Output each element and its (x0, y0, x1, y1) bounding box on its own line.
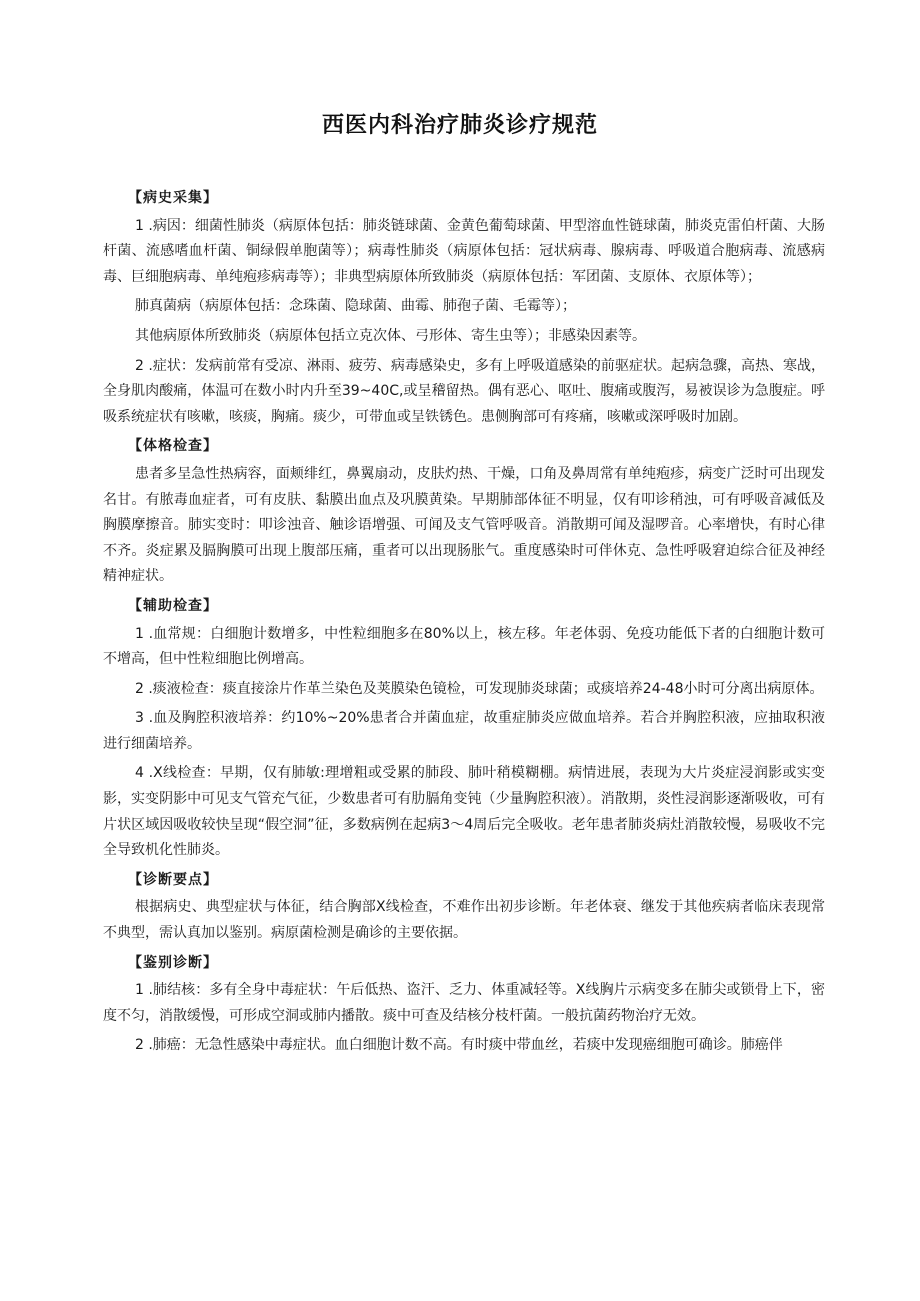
section-diagnosis-points (103, 868, 825, 947)
paragraph: 1 .血常规：白细胞计数增多，中性粒细胞多在80%以上，核左移。年老体弱、免疫功能低下者的白细胞计数可不增高，但中性粒细胞比例增高。 (103, 625, 825, 668)
document-title: 西医内科治疗肺炎诊疗规范 (321, 113, 598, 138)
paragraph: 2 .痰液检查：痰直接涂片作革兰染色及荚膜染色镜检，可发现肺炎球菌；或痰培养24-48小时可分离出病原体。 (135, 680, 824, 697)
section-heading: 【辅助检查】 (128, 597, 218, 614)
paragraph: 2 .症状：发病前常有受凉、淋雨、疲劳、病毒感染史，多有上呼吸道感染的前驱症状。起病急骤，高热、寒战，全身肌肉酸痛，体温可在数小时内升至39~40C,或呈稽留热。偶有恶心、呕吐、腹痛或腹泻，易被误诊为急腹症。呼吸系统症状有咳嗽，咳痰，胸痛。痰少，可带血或呈铁锈色。患侧胸部可有疼痛，咳嗽或深呼吸时加剧。 (103, 357, 825, 425)
section-heading: 【鉴别诊断】 (128, 954, 218, 971)
section-physical-exam (103, 434, 825, 590)
section-heading: 【诊断要点】 (128, 871, 218, 888)
section-auxiliary-exam (103, 594, 825, 864)
paragraph: 其他病原体所致肺炎（病原体包括立克次体、弓形体、寄生虫等）；非感染因素等。 (135, 327, 646, 344)
paragraph: 1 .肺结核：多有全身中毒症状：午后低热、盗汗、乏力、体重减轻等。X线胸片示病变多在肺尖或锁骨上下，密度不匀，消散缓慢，可形成空洞或肺内播散。痰中可查及结核分枝杆菌。一般抗菌药物治疗无效。 (103, 982, 825, 1024)
document-body (103, 182, 825, 1059)
paragraph: 肺真菌病（病原体包括：念珠菌、隐球菌、曲霉、肺孢子菌、毛霉等）； (135, 298, 576, 315)
section-history (103, 186, 825, 430)
paragraph: 3 .血及胸腔积液培养：约10%~20%患者合并菌血症，故重症肺炎应做血培养。若合并胸腔积液，应抽取积液进行细菌培养。 (103, 710, 825, 752)
section-heading: 【体格检查】 (128, 438, 218, 455)
section-heading: 【病史采集】 (128, 190, 218, 206)
paragraph: 4 .X线检查：早期，仅有肺敏:理增粗或受累的肺段、肺叶稍模糊棚。病情进展，表现为大片炎症浸润影或实变影，实变阴影中可见支气管充气征，少数患者可有肋膈角变钝（少量胸腔积液）。消散期，炎性浸润影逐渐吸收，可有片状区域因吸收较快呈现“假空洞”征，多数病例在起病3～4周后完全吸收。老年患者肺炎病灶消散较慢，易吸收不完全导致机化性肺炎。 (103, 765, 825, 859)
paragraph: 2 .肺癌：无急性感染中毒症状。血白细胞计数不高。有时痰中带血丝，若痰中发现癌细胞可确诊。肺癌伴 (135, 1037, 783, 1054)
paragraph: 1 .病因：细菌性肺炎（病原体包括：肺炎链球菌、金黄色葡萄球菌、甲型溶血性链球菌，肺炎克雷伯杆菌、大肠杆菌、流感嗜血杆菌、铜绿假单胞菌等）；病毒性肺炎（病原体包括：冠状病毒、腺病毒、呼吸道合胞病毒、流感病毒、巨细胞病毒、单纯疱疹病毒等）；非典型病原体所致肺炎（病原体包括：军团菌、支原体、衣原体等）； (103, 217, 825, 285)
paragraph: 根据病史、典型症状与体征，结合胸部X线检查，不难作出初步诊断。年老体衰、继发于其他疾病者临床表现常不典型，需认真加以鉴别。病原菌检测是确诊的主要依据。 (103, 899, 825, 942)
section-differential-diagnosis (103, 951, 825, 1059)
paragraph: 患者多呈急性热病容，面颊绯红，鼻翼扇动，皮肤灼热、干燥，口角及鼻周常有单纯疱疹，病变广泛时可出现发名甘。有脓毒血症者，可有皮肤、黏膜出血点及巩膜黄染。早期肺部体征不明显，仅有叩诊稍浊，可有呼吸音减低及胸膜摩擦音。肺实变时：叩诊浊音、触诊语增强、可闻及支气管呼吸音。消散期可闻及湿啰音。心率增快，有时心律不齐。炎症累及膈胸膜可出现上腹部压痛，重者可以出现肠胀气。重度感染时可伴休克、急性呼吸窘迫综合征及神经精神症状。 (103, 465, 825, 585)
